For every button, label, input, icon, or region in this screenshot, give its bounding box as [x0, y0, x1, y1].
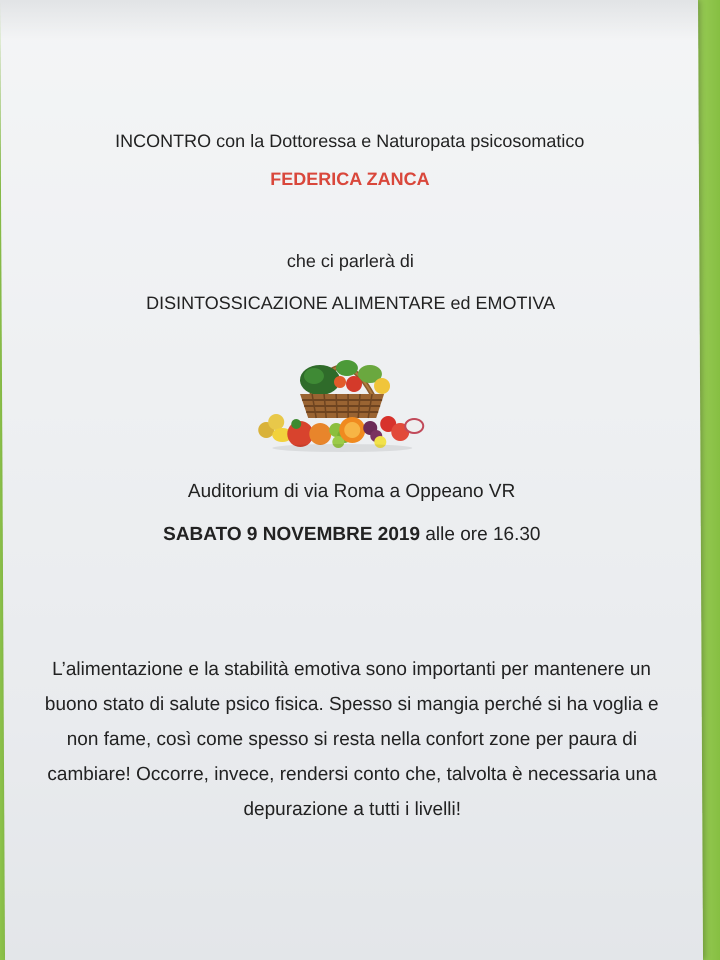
- event-date: [3, 524, 701, 546]
- description-paragraph: L’alimentazione e la stabilità emotiva sono importanti per mantenere un buono stato di salute psico fisica. Spesso si mangia perché si ha voglia e non fame, così come spesso si resta nella confort zone per paura di cambiare! Occorre, invece, rendersi conto che, talvolta è necessaria una depurazione a tutti i livelli!: [44, 659, 659, 820]
- event-title: INCONTRO con la Dottoressa e Naturopata psicosomatico: [115, 131, 585, 151]
- paper-shadow: [0, 0, 698, 40]
- event-date-bold: SABATO 9 NOVEMBRE 2019: [163, 524, 421, 545]
- event-time: alle ore 16.30: [419, 524, 541, 545]
- speaker-name: FEDERICA ZANCA: [270, 169, 430, 189]
- intro-text: che ci parlerà di: [286, 251, 414, 271]
- topic-title: DISINTOSSICAZIONE ALIMENTARE ed EMOTIVA: [145, 293, 556, 313]
- fruit-basket-icon: [252, 338, 433, 456]
- venue-text: Auditorium di via Roma a Oppeano VR: [187, 481, 516, 502]
